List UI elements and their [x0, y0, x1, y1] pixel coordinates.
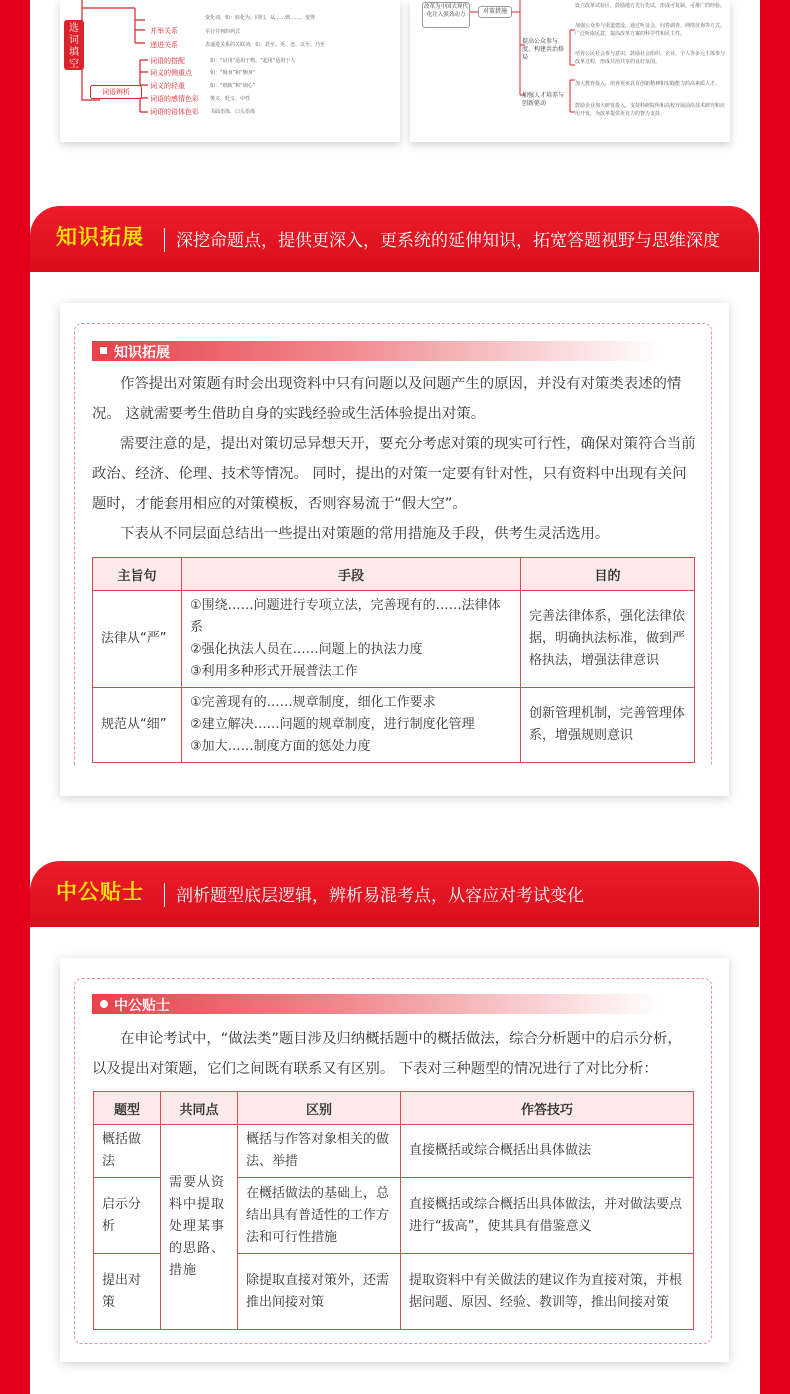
table-cell: 除提取直接对策外，还需推出间接对策: [238, 1254, 401, 1330]
mm-branch: 对策措施: [478, 6, 512, 18]
table-row: [93, 591, 695, 688]
banner-divider: [164, 228, 165, 252]
square-bullet-icon: [100, 347, 107, 354]
table-cell: 完善法律体系，强化法律依据，明确执法标准，做到严格执法，增强法律意识: [521, 591, 695, 688]
table-header-row: [93, 558, 695, 591]
section1-tag-label: 知识拓展: [114, 345, 170, 361]
mm-note: 培养公民社会参与意识，鼓励社会组织、企业、个人等多元主体参与改革过程，形成共治共享的良好氛围。: [575, 51, 726, 65]
mm-node: 并举关系: [150, 27, 178, 35]
section2-banner-subtitle: 剖析题型底层逻辑，辨析易混考点，从容应对考试变化: [176, 886, 584, 906]
tips-card: [60, 958, 729, 1362]
section1-banner-title: 知识拓展: [56, 225, 144, 249]
mm-note: 褒义、贬义、中性: [210, 96, 251, 102]
mm-note: 鼓励企业加大研发投入，支持科研院所和高校开展前沿技术研究和应用开发，为改革提供更有力的智力支持。: [575, 103, 726, 117]
table-cell: 提出对策: [94, 1254, 161, 1330]
table-cell: 创新管理机制，完善管理体系，增强规则意识: [521, 688, 695, 763]
knowledge-card: [60, 303, 729, 796]
table-cell: 直接概括或综合概括出具体做法: [401, 1125, 694, 1178]
mm-root: 改革为中国式现代化注入强劲动力: [422, 2, 470, 28]
mm-node: 递进关系: [150, 41, 178, 49]
table-header: 主旨句: [93, 558, 182, 591]
mm-note: 平行并列的列式: [205, 29, 241, 35]
comparison-table: [93, 1091, 694, 1330]
table-cell: 法律从“严”: [93, 591, 182, 688]
table-cell: 概括做法: [94, 1125, 161, 1178]
table-header-row: [94, 1092, 694, 1125]
section2-banner: [30, 861, 759, 927]
circle-bullet-icon: [100, 1000, 108, 1008]
table-cell: [182, 591, 521, 688]
paragraph: 需要注意的是，提出对策切忌异想天开，要充分考虑对策的现实可行性，确保对策符合当前政治、经济、伦理、技术等情况。 同时，提出的对策一定要有针对性，只有资料中出现有关问题时，才能套用相应的对策模板，否则容易流于“假大空”。: [92, 436, 696, 512]
section1-banner-subtitle: 深挖命题点，提供更深入，更系统的延伸知识，拓宽答题视野与思维深度: [176, 231, 720, 251]
mm-head: 加强人才培养与创新驱动: [522, 92, 565, 107]
cell-line: ③加大……制度方面的惩处力度: [190, 739, 371, 754]
mm-node: 词语的感情色彩: [150, 95, 199, 103]
mm-note: 如：“启用”适用于物、“起用”适用于人: [210, 58, 296, 64]
card-fade: [60, 765, 729, 796]
section1-text: [92, 369, 696, 549]
table-cell: 提取资料中有关做法的建议作为直接对策，并根据问题、原因、经验、教训等，推出间接对策: [401, 1254, 694, 1330]
mm-note: 加强公众参与渠道建设，通过听证会、问卷调查、网络征询等方式，广泛听取民意，提高改革方案的科学性和民主性。: [575, 23, 726, 37]
section2-tag: [92, 994, 660, 1014]
section2-banner-title: 中公贴士: [56, 880, 144, 904]
mm-head: 提高公众参与度、构建共治格局: [522, 38, 565, 61]
paragraph: 在申论考试中，“做法类”题目涉及归纳概括题中的概括做法，综合分析题中的启示分析，以及提出对策题，它们之间既有联系又有区别。 下表对三种题型的情况进行了对比分析：: [92, 1031, 682, 1077]
mm-note: 如：“厕身”和“侧身”: [210, 70, 256, 76]
banner-divider: [164, 883, 165, 907]
vertical-label: 选词填空: [64, 20, 84, 70]
table-cell: 规范从“细”: [93, 688, 182, 763]
mm-note: 表递进关系的关联词，如：甚至、更、还、以至、乃至: [205, 42, 326, 48]
section1-tag: [92, 341, 660, 361]
mm-node: 词义的轻重: [150, 82, 185, 90]
mm-node: 词语的搭配: [150, 57, 185, 65]
table-header: 目的: [521, 558, 695, 591]
table-header: 手段: [182, 558, 521, 591]
section1-banner: [30, 206, 759, 272]
table-cell: 在概括做法的基础上，总结出具有普适性的工作方法和可行性措施: [238, 1178, 401, 1254]
mm-note: 加大教育投入，培养更多具有创新精神和实践能力的高素质人才。: [575, 81, 721, 87]
table-header: 作答技巧: [401, 1092, 694, 1125]
mm-note: 变化词、如：转化为、同归、从……到……、变得: [205, 15, 316, 21]
table-header: 共同点: [161, 1092, 238, 1125]
cell-line: ②建立解决……问题的规章制度，进行制度化管理: [190, 717, 475, 732]
mm-note: 书面语体、口头语体: [210, 109, 256, 115]
paragraph: 作答提出对策题有时会出现资料中只有问题以及问题产生的原因，并没有对策类表述的情况。 这就需要考生借助自身的实践经验或生活体验提出对策。: [92, 376, 682, 422]
top-left-card: [60, 0, 400, 142]
table-cell: 概括与作答对象相关的做法、举措: [238, 1125, 401, 1178]
cell-line: ②强化执法人员在……问题上的执法力度: [190, 642, 423, 657]
top-right-card: [410, 0, 730, 142]
table-header: 区别: [238, 1092, 401, 1125]
table-cell: 直接概括或综合概括出具体做法，并对做法要点进行“拔高”，使其具有借鉴意义: [401, 1178, 694, 1254]
mm-note: 设立改革试验区，鼓励地方先行先试，形成可复制、可推广的经验。: [575, 3, 726, 9]
mm-note: 如：“细致”和“细心”: [210, 83, 256, 89]
mm-node: 词义的侧重点: [150, 69, 192, 77]
cell-line: ①完善现有的……规章制度，细化工作要求: [190, 695, 436, 710]
table-header: 题型: [94, 1092, 161, 1125]
cell-line: ①围绕……问题进行专项立法，完善现有的……法律体系: [190, 598, 501, 635]
strategy-table: [92, 557, 695, 763]
table-row: [93, 688, 695, 763]
table-row: [94, 1125, 694, 1178]
table-cell: [182, 688, 521, 763]
section2-text: [92, 1024, 696, 1084]
mm-root: 词语辨析: [90, 85, 142, 99]
mm-node: 词语的语体色彩: [150, 108, 199, 116]
paragraph: 下表从不同层面总结出一些提出对策题的常用措施及手段，供考生灵活选用。: [120, 526, 610, 542]
table-cell: 启示分析: [94, 1178, 161, 1254]
cell-line: ③利用多种形式开展普法工作: [190, 664, 358, 679]
section2-tag-label: 中公贴士: [114, 998, 170, 1014]
table-cell-common: 需要从资料中提取处理某事的思路、措施: [161, 1125, 238, 1330]
